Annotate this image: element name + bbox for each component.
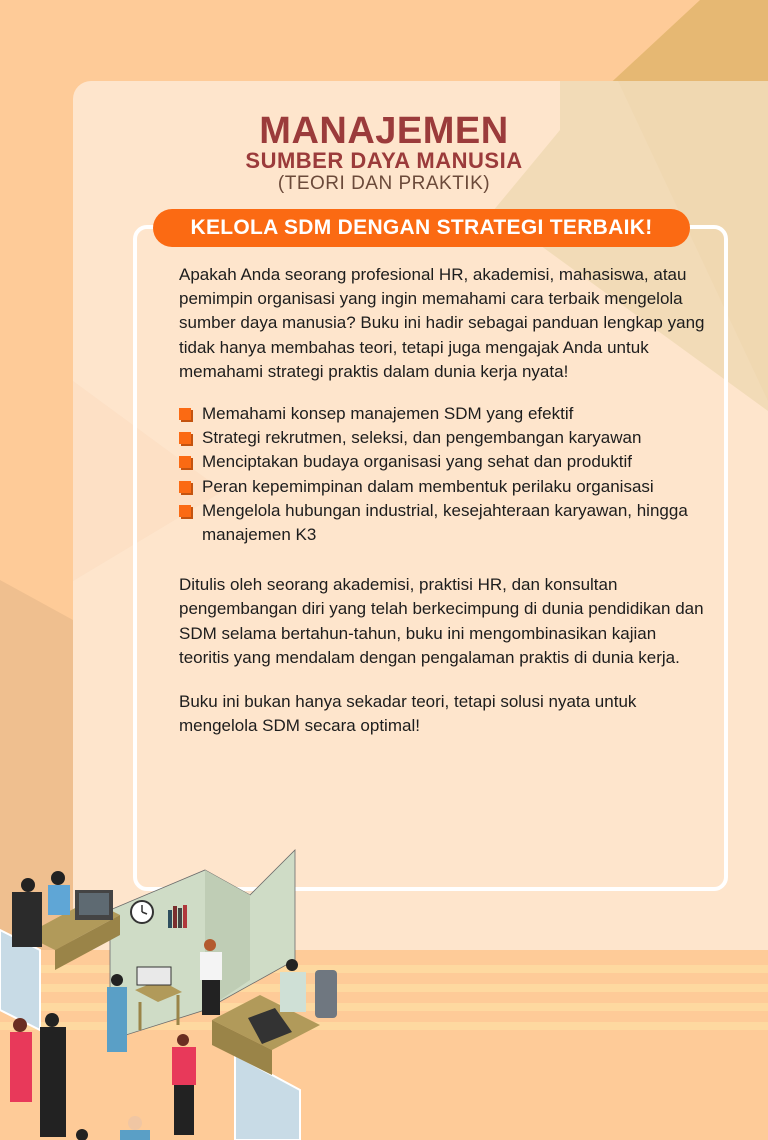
list-item: Memahami konsep manajemen SDM yang efektif: [179, 402, 709, 426]
list-item: Strategi rekrutmen, seleksi, dan pengembangan karyawan: [179, 426, 709, 450]
intro-paragraph: Apakah Anda seorang profesional HR, akademisi, mahasiswa, atau pemimpin organisasi yang ingin memahami cara terbaik mengelola sumber daya manusia? Buku ini hadir sebagai panduan lengkap yang tidak hanya membahas teori, tetapi juga mengajak Anda untuk memahami strategi praktis dalam dunia kerja nyata!: [179, 265, 705, 381]
author-paragraph: Ditulis oleh seorang akademisi, praktisi HR, dan konsultan pengembangan diri yang telah berkecimpung di dunia pendidikan dan SDM selama bertahun-tahun, buku ini mengombinasikan kajian teoritis yang mendalam dengan pengalaman praktis di dunia kerja.: [179, 575, 704, 667]
headline-banner: KELOLA SDM DENGAN STRATEGI TERBAIK!: [153, 209, 690, 247]
list-item: Peran kepemimpinan dalam membentuk perilaku organisasi: [179, 475, 709, 499]
book-subtitle: SUMBER DAYA MANUSIA: [245, 148, 523, 173]
description: [179, 263, 709, 738]
list-item: Menciptakan budaya organisasi yang sehat dan produktif: [179, 450, 709, 474]
bullet-square-icon: [179, 432, 191, 444]
bullet-square-icon: [179, 456, 191, 468]
bullet-square-icon: [179, 505, 191, 517]
list-item: Mengelola hubungan industrial, kesejahteraan karyawan, hingga manajemen K3: [179, 499, 709, 547]
closing-paragraph: Buku ini bukan hanya sekadar teori, tetapi solusi nyata untuk mengelola SDM secara optimal!: [179, 692, 637, 736]
feature-list: [179, 402, 709, 547]
bullet-square-icon: [179, 481, 191, 493]
bullet-square-icon: [179, 408, 191, 420]
book-tagline: (TEORI DAN PRAKTIK): [277, 173, 491, 194]
book-title: MANAJEMEN: [259, 110, 509, 152]
office-illustration: [0, 840, 400, 1140]
